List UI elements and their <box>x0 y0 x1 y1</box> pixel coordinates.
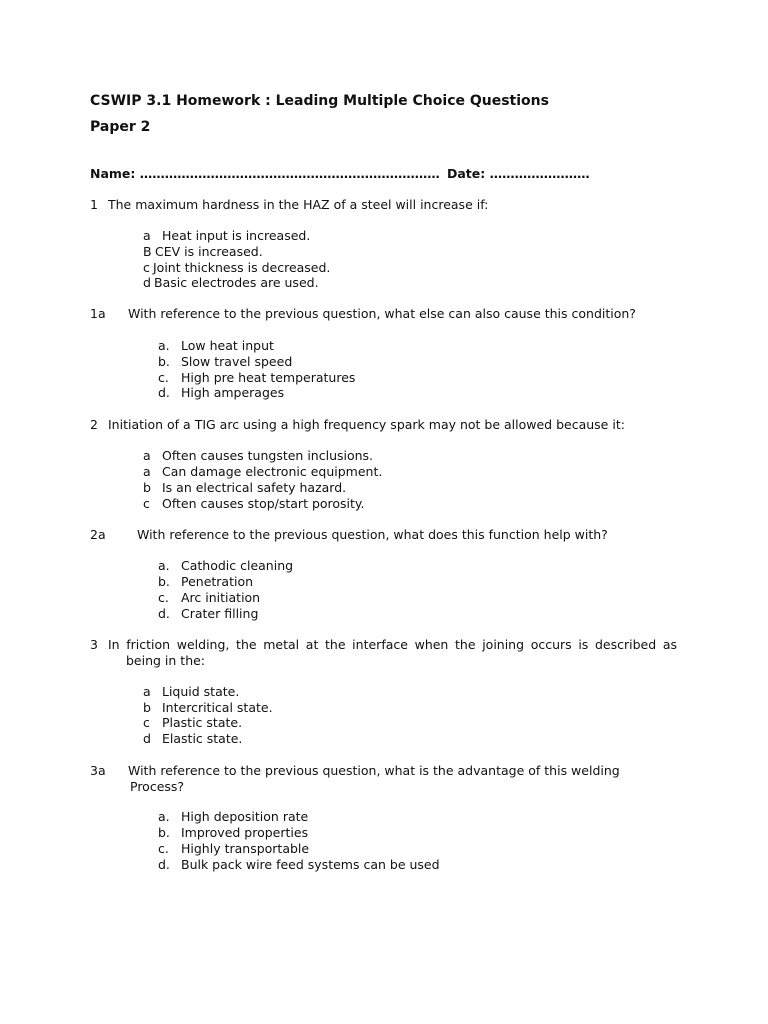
option-text: Often causes tungsten inclusions. <box>162 448 374 463</box>
option-text: Bulk pack wire feed systems can be used <box>181 857 440 872</box>
question-text: With reference to the previous question, what else can also cause this condition? <box>128 306 636 321</box>
paper-label: Paper 2 <box>90 119 151 135</box>
option-text: Cathodic cleaning <box>181 558 294 573</box>
option-letter: b. <box>158 574 170 589</box>
option-text: Highly transportable <box>181 841 310 856</box>
option-text: Crater filling <box>181 606 259 621</box>
question-number: 2a <box>90 527 106 542</box>
option-letter: b. <box>158 354 170 369</box>
question-text: With reference to the previous question, what does this function help with? <box>137 527 608 542</box>
option-letter: a. <box>158 558 170 573</box>
question-text-line-2: being in the: <box>126 653 206 668</box>
option-letter: a <box>143 448 151 463</box>
option-letter: b <box>143 700 151 715</box>
option-text: Is an electrical safety hazard. <box>162 480 347 495</box>
option-text: Heat input is increased. <box>162 228 311 243</box>
option-text: Elastic state. <box>162 731 243 746</box>
option-letter: b. <box>158 825 170 840</box>
option-text: Improved properties <box>181 825 309 840</box>
option-letter: a. <box>158 338 170 353</box>
question-number: 2 <box>90 417 98 432</box>
option-text: Arc initiation <box>181 590 261 605</box>
question-number: 3a <box>90 763 106 778</box>
option-letter: c <box>143 260 150 275</box>
option-text: High amperages <box>181 385 285 400</box>
option-text: Penetration <box>181 574 254 589</box>
option-letter: a. <box>158 809 170 824</box>
option-letter: c. <box>158 370 169 385</box>
question-number: 1 <box>90 197 98 212</box>
option-letter: B <box>143 244 152 259</box>
option-letter: c <box>143 715 150 730</box>
question-number: 3 <box>90 637 98 652</box>
option-letter: d <box>143 731 151 746</box>
option-letter: a <box>143 464 151 479</box>
option-letter: c <box>143 496 150 511</box>
option-letter: c. <box>158 841 169 856</box>
option-letter: b <box>143 480 151 495</box>
date-field: Date: …………………… <box>447 166 590 181</box>
option-text: CEV is increased. <box>155 244 263 259</box>
option-text: Can damage electronic equipment. <box>162 464 383 479</box>
name-field: Name: ……………………………………………………………… <box>90 166 440 181</box>
question-text: Initiation of a TIG arc using a high frequency spark may not be allowed because it: <box>108 417 625 432</box>
option-letter: d. <box>158 385 170 400</box>
option-text: Basic electrodes are used. <box>154 275 319 290</box>
option-text: Often causes stop/start porosity. <box>162 496 365 511</box>
option-text: Intercritical state. <box>162 700 273 715</box>
option-text: High pre heat temperatures <box>181 370 356 385</box>
option-letter: d. <box>158 857 170 872</box>
question-text-line-1: In friction welding, the metal at the interface when the joining occurs is described as <box>108 637 677 652</box>
option-text: Slow travel speed <box>181 354 293 369</box>
option-letter: d <box>143 275 151 290</box>
option-text: Plastic state. <box>162 715 243 730</box>
option-letter: a <box>143 684 151 699</box>
option-text: Joint thickness is decreased. <box>153 260 331 275</box>
option-text: Low heat input <box>181 338 274 353</box>
question-number: 1a <box>90 306 106 321</box>
option-text: Liquid state. <box>162 684 240 699</box>
option-letter: c. <box>158 590 169 605</box>
document-title: CSWIP 3.1 Homework : Leading Multiple Choice Questions <box>90 93 549 109</box>
question-text-line-2: Process? <box>130 779 185 794</box>
question-text-line-1: With reference to the previous question, what is the advantage of this welding <box>128 763 620 778</box>
option-letter: a <box>143 228 151 243</box>
question-text: The maximum hardness in the HAZ of a steel will increase if: <box>108 197 489 212</box>
option-letter: d. <box>158 606 170 621</box>
option-text: High deposition rate <box>181 809 309 824</box>
